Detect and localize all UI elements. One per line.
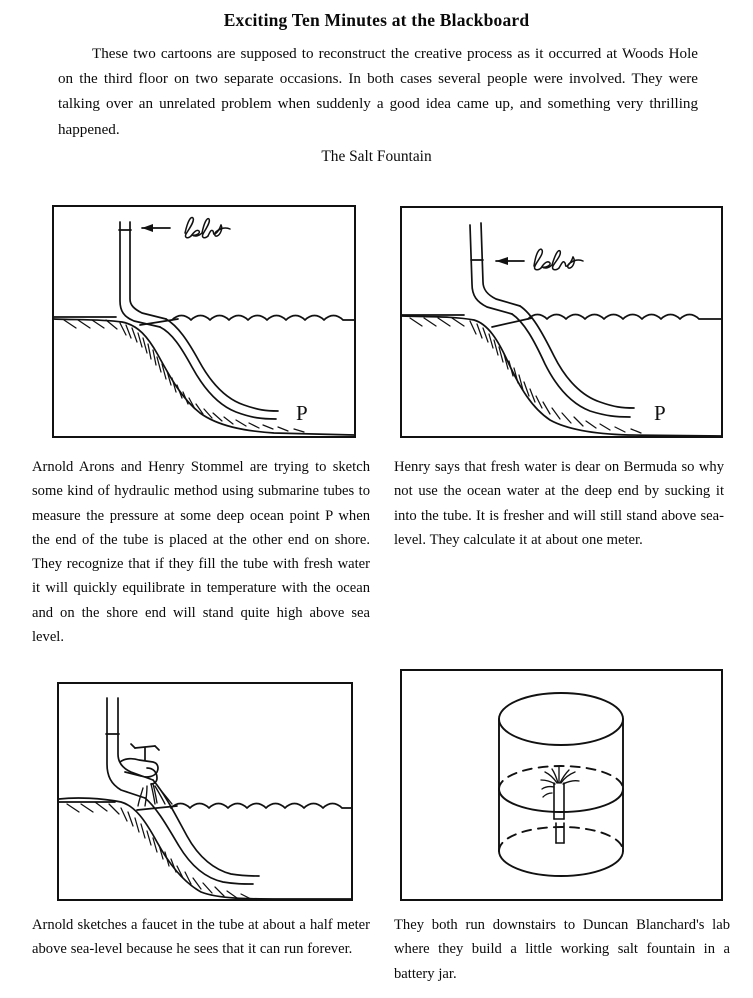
figure-panel-4 [400, 669, 723, 901]
level-arrow-head [496, 257, 508, 265]
water-spray [138, 784, 172, 806]
point-p-label: P [296, 401, 308, 425]
fountain-spray [541, 767, 579, 797]
sea-surface-waves [171, 804, 351, 809]
caption-panel-3-text: Arnold sketches a faucet in the tube at about a half meter above sea-level because he sees that it can run forever. [32, 917, 370, 958]
page-title: Exciting Ten Minutes at the Blackboard [223, 10, 530, 30]
panel-2-drawing [402, 208, 721, 436]
tube-inner-wall [130, 222, 166, 319]
figure-panel-1 [52, 205, 356, 438]
panel-4-drawing [402, 671, 721, 899]
level-handwritten-label [185, 218, 230, 238]
panel-3-drawing [59, 684, 351, 899]
point-p-label: P [654, 401, 666, 425]
seabed-slope [54, 319, 354, 435]
panel-1-drawing [54, 207, 354, 436]
caption-panel-4-text: They both run downstairs to Duncan Blanchard's lab where they build a little working salt fountain in a battery jar. [394, 917, 730, 982]
level-arrow-head [142, 224, 153, 232]
caption-panel-2-text: Henry says that fresh water is dear on Bermuda so why not use the ocean water at the deep end by sucking it into the tube. It is fresher and will still stand above sea-level. They calculate it at about one meter. [394, 459, 724, 548]
submarine-tube-outer [145, 798, 253, 884]
seabed-slope [402, 316, 721, 436]
jar-top-rim [499, 693, 623, 745]
submarine-tube-inner [520, 306, 634, 408]
section-heading: The Salt Fountain [321, 148, 432, 165]
faucet-handle-bar [135, 746, 155, 748]
sea-surface-waves [528, 315, 721, 320]
seabed-slope [59, 798, 351, 899]
figure-panel-2 [400, 206, 723, 438]
level-handwritten-label [534, 249, 583, 270]
caption-panel-1 [32, 455, 370, 649]
seabed-hatching [67, 802, 251, 899]
waterline-behind-tube [492, 318, 532, 327]
intro-paragraph: These two cartoons are supposed to reconstruct the creative process as it occurred at Woods Hole on the third floor on two separate occasions. In both cases several people were involved. They were talking over an unrelated problem when suddenly a good idea came up, and something very thrilling happened. [58, 46, 698, 138]
caption-panel-2 [394, 455, 724, 552]
jar-waterline-front [499, 789, 623, 812]
caption-panel-4 [394, 913, 730, 986]
faucet-handle-right [155, 746, 159, 750]
jar-bottom-back-dashed [499, 827, 623, 851]
faucet-handle-left [131, 744, 135, 748]
tube-outer-wall [470, 225, 512, 314]
caption-panel-3 [32, 913, 370, 962]
submarine-tube-outer [160, 327, 276, 419]
tube-inner-wall [481, 223, 520, 306]
sea-surface-waves [172, 316, 354, 321]
submarine-tube-inner [166, 319, 278, 411]
figure-panel-3 [57, 682, 353, 901]
jar-bottom-front [499, 851, 623, 876]
salt-fountain-tube [554, 783, 564, 843]
jar-waterline-back-dashed [499, 766, 623, 789]
caption-panel-1-text: Arnold Arons and Henry Stommel are trying to sketch some kind of hydraulic method using submarine tubes to measure the pressure at some deep ocean point P when the end of the tube is placed at the other end on shore. They recognize that if they fill the tube with fresh water it will quickly equilibrate in temperature with the ocean and on the shore end will stand quite high above sea level. [32, 459, 370, 646]
